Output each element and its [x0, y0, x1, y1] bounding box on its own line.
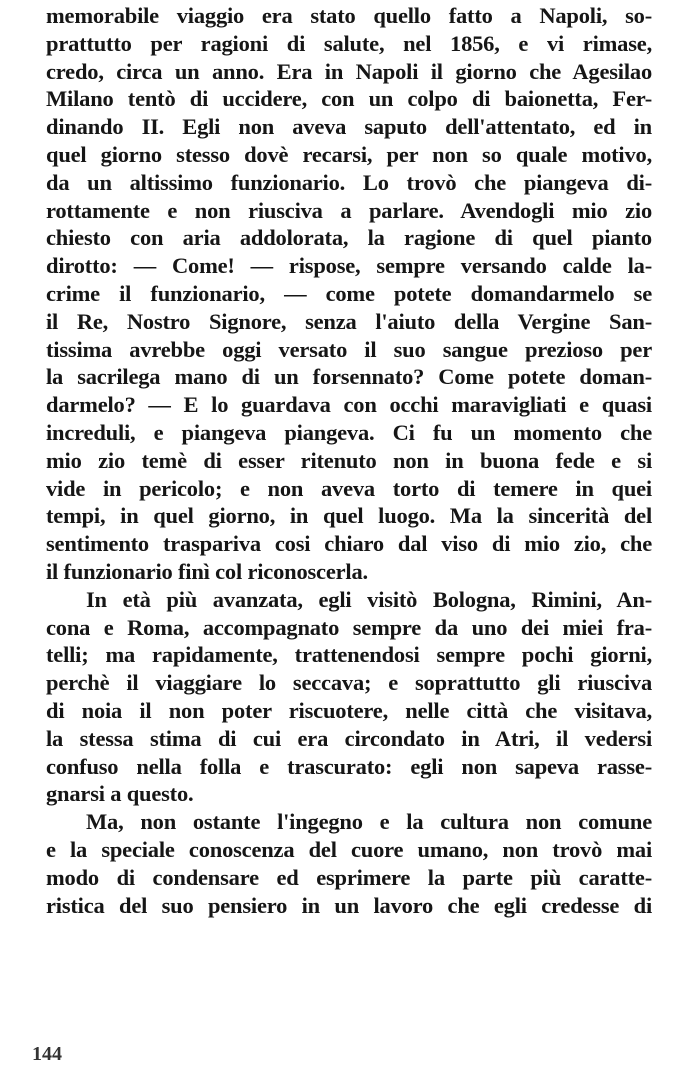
paragraph	[46, 808, 652, 919]
page-number: 144	[32, 1043, 62, 1065]
text-line: mio zio temè di esser ritenuto non in buona fede e si	[46, 447, 652, 473]
text-line: il Re, Nostro Signore, senza l'aiuto della Vergine San-	[46, 308, 652, 334]
paragraph	[46, 586, 652, 808]
text-line: vide in pericolo; e non aveva torto di temere in quei	[46, 475, 652, 501]
text-line: telli; ma rapidamente, trattenendosi sempre pochi giorni,	[46, 642, 652, 668]
text-line: prattutto per ragioni di salute, nel 1856, e vi rimase,	[46, 30, 652, 56]
text-line: di noia il non poter riscuotere, nelle città che visitava,	[46, 697, 652, 723]
text-line: cona e Roma, accompagnato sempre da uno dei miei fra-	[46, 614, 652, 640]
text-line: tissima avrebbe oggi versato il suo sangue prezioso per	[46, 336, 652, 362]
text-line: chiesto con aria addolorata, la ragione di quel pianto	[46, 225, 652, 251]
text-line: Ma, non ostante l'ingegno e la cultura non comune	[86, 809, 652, 835]
text-line: ristica del suo pensiero in un lavoro che egli credesse di	[46, 892, 652, 918]
text-line: dirotto: — Come! — rispose, sempre versando calde la-	[46, 253, 652, 279]
page-body	[46, 2, 652, 919]
text-line: confuso nella folla e trascurato: egli non sapeva rasse-	[46, 753, 652, 779]
text-line: increduli, e piangeva piangeva. Ci fu un momento che	[46, 419, 652, 445]
text-line: Milano tentò di uccidere, con un colpo di baionetta, Fer-	[46, 86, 652, 112]
text-line: rottamente e non riusciva a parlare. Avendogli mio zio	[46, 197, 652, 223]
paragraph	[46, 2, 652, 586]
text-line: tempi, in quel giorno, in quel luogo. Ma la sincerità del	[46, 503, 652, 529]
text-line: quel giorno stesso dovè recarsi, per non so quale motivo,	[46, 141, 652, 167]
text-line: darmelo? — E lo guardava con occhi maravigliati e quasi	[46, 392, 652, 418]
text-line: perchè il viaggiare lo seccava; e soprattutto gli riusciva	[46, 670, 652, 696]
text-line: memorabile viaggio era stato quello fatto a Napoli, so-	[46, 3, 652, 28]
text-line: il funzionario finì col riconoscerla.	[46, 558, 368, 584]
text-line: dinando II. Egli non aveva saputo dell'attentato, ed in	[46, 114, 652, 140]
text-line: In età più avanzata, egli visitò Bologna, Rimini, An-	[86, 586, 652, 612]
text-line: la stessa stima di cui era circondato in Atri, il vedersi	[46, 725, 652, 751]
text-line: sentimento traspariva cosi chiaro dal viso di mio zio, che	[46, 531, 652, 557]
text-line: la sacrilega mano di un forsennato? Come potete doman-	[46, 364, 652, 390]
text-line: e la speciale conoscenza del cuore umano, non trovò mai	[46, 836, 652, 862]
text-line: da un altissimo funzionario. Lo trovò che piangeva di-	[46, 169, 652, 195]
text-line: credo, circa un anno. Era in Napoli il giorno che Agesilao	[46, 58, 652, 84]
text-line: modo di condensare ed esprimere la parte più caratte-	[46, 864, 652, 890]
text-line: gnarsi a questo.	[46, 781, 194, 807]
text-line: crime il funzionario, — come potete domandarmelo se	[46, 280, 652, 306]
